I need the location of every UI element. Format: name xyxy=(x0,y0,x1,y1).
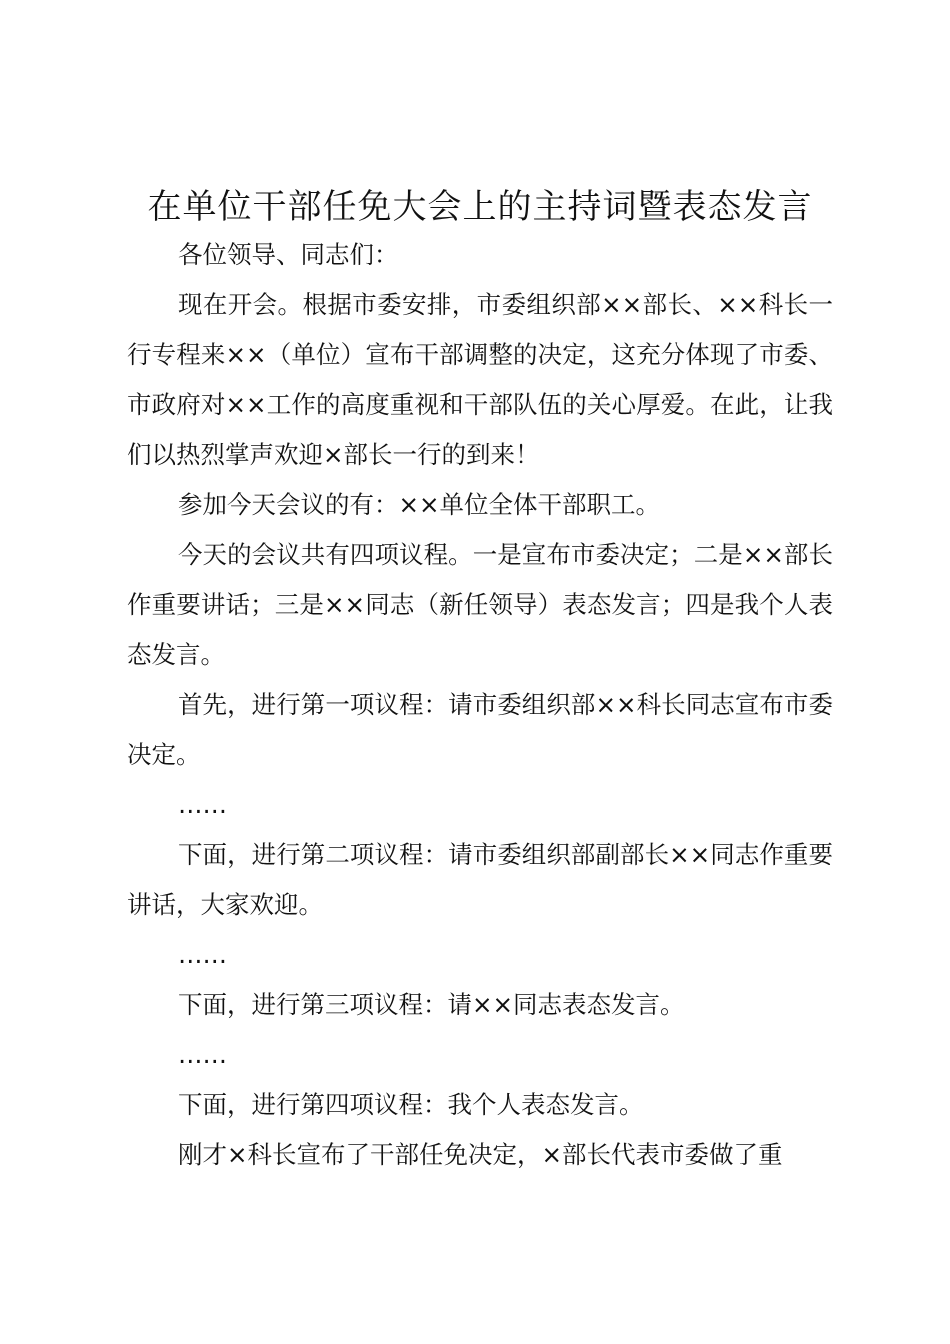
document-body xyxy=(127,230,833,1180)
paragraph-attendees: 参加今天会议的有：××单位全体干部职工。 xyxy=(178,490,661,519)
paragraph-ellipsis: …… xyxy=(178,1040,227,1069)
paragraph-salutation: 各位领导、同志们： xyxy=(178,240,399,269)
paragraph-agenda: 今天的会议共有四项议程。一是宣布市委决定；二是××部长作重要讲话；三是××同志（新任领导）表态发言；四是我个人表态发言。 xyxy=(127,540,833,669)
paragraph-item-three: 下面，进行第三项议程：请××同志表态发言。 xyxy=(178,990,685,1019)
paragraph-ellipsis: …… xyxy=(178,940,227,969)
paragraph-opening: 现在开会。根据市委安排，市委组织部××部长、××科长一行专程来××（单位）宣布干部调整的决定，这充分体现了市委、市政府对××工作的高度重视和干部队伍的关心厚爱。在此，让我们以热烈掌声欢迎×部长一行的到来！ xyxy=(127,290,833,469)
paragraph-item-two: 下面，进行第二项议程：请市委组织部副部长××同志作重要讲话，大家欢迎。 xyxy=(127,840,833,919)
paragraph-statement: 刚才×科长宣布了干部任免决定，×部长代表市委做了重 xyxy=(178,1140,783,1169)
paragraph-item-one: 首先，进行第一项议程：请市委组织部××科长同志宣布市委决定。 xyxy=(127,690,833,769)
document-title: 在单位干部任免大会上的主持词暨表态发言 xyxy=(147,187,813,227)
paragraph-ellipsis: …… xyxy=(178,790,227,819)
paragraph-item-four: 下面，进行第四项议程：我个人表态发言。 xyxy=(178,1090,644,1119)
